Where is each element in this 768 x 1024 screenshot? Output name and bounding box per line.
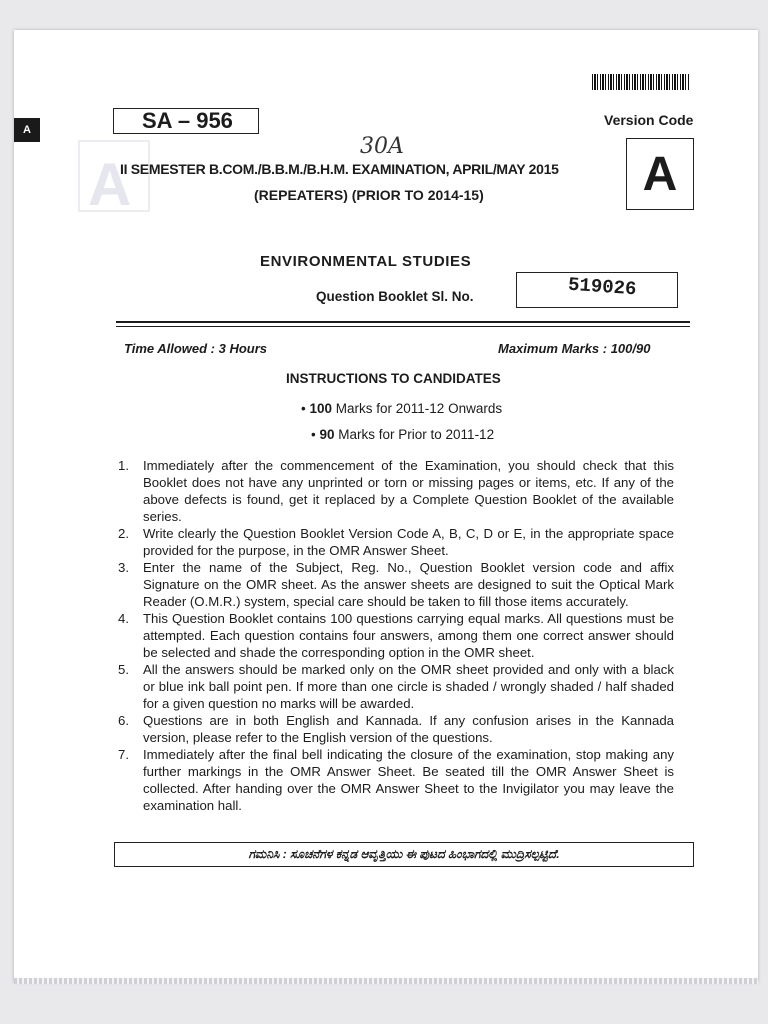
- serial-number-value: 519026: [567, 273, 638, 301]
- bullet-icon: •: [301, 401, 310, 416]
- instructions-heading: INSTRUCTIONS TO CANDIDATES: [286, 371, 501, 386]
- instruction-text: Enter the name of the Subject, Reg. No., Question Booklet version code and affix Signature on the OMR sheet. As the answer sheets are designed to suit the Optical Mark Reader (O.M.R.) system, special care should be taken to fill those items accurately.: [143, 560, 674, 609]
- marks-note: [311, 427, 494, 442]
- bullet-icon: •: [311, 427, 320, 442]
- instruction-text: This Question Booklet contains 100 questions carrying equal marks. All questions must be attempted. Each question contains four answers, among them one correct answer should be selected and shade the corresponding option in the OMR sheet.: [143, 611, 674, 660]
- instruction-text: Write clearly the Question Booklet Version Code A, B, C, D or E, in the appropriate space provided for the purpose, in the OMR Answer Sheet.: [143, 526, 674, 558]
- divider-rule-top: [116, 321, 690, 323]
- serial-number-label: Question Booklet Sl. No.: [316, 289, 474, 304]
- instruction-item: [118, 712, 674, 746]
- instruction-number: 7.: [118, 747, 129, 762]
- instructions-list: [118, 457, 674, 814]
- barcode: [592, 74, 690, 90]
- instruction-item: [118, 457, 674, 525]
- handwritten-note: 30A: [360, 134, 404, 159]
- kannada-note: ಗಮನಿಸಿ : ಸೂಚನೆಗಳ ಕನ್ನಡ ಆವೃತ್ತಿಯು ಈ ಪುಟದ ಹಿಂಭಾಗದಲ್ಲಿ ಮುದ್ರಿಸಲ್ಪಟ್ಟಿದೆ.: [114, 842, 694, 867]
- maximum-marks: Maximum Marks : 100/90: [498, 341, 651, 356]
- instruction-number: 5.: [118, 662, 129, 677]
- marks-value: 100: [309, 401, 333, 416]
- version-code-box: A: [626, 138, 694, 210]
- exam-title: II SEMESTER B.COM./B.B.M./B.H.M. EXAMINATION, APRIL/MAY 2015: [120, 161, 559, 177]
- marks-text: Marks for 2011-12 Onwards: [332, 401, 503, 416]
- instruction-number: 2.: [118, 526, 129, 541]
- paper-code: SA – 956: [113, 108, 259, 134]
- instruction-text: Immediately after the commencement of the Examination, you should check that this Booklet does not have any unprinted or torn or missing pages or items, etc. If any of the above defects is found, get it replaced by a Complete Question Booklet of the available series.: [143, 458, 674, 524]
- marks-note: [301, 401, 502, 416]
- instruction-number: 4.: [118, 611, 129, 626]
- marks-text: Marks for Prior to 2011-12: [334, 427, 495, 442]
- instruction-text: Immediately after the final bell indicating the closure of the examination, stop making any further markings in the OMR Answer Sheet. Be seated till the OMR Answer Sheet is collected. After handing over the OMR Answer Sheet to the Invigilator you may leave the examination hall.: [143, 747, 674, 813]
- marks-value: 90: [319, 427, 335, 442]
- instruction-number: 3.: [118, 560, 129, 575]
- divider-rule-bottom: [116, 326, 690, 327]
- torn-page-edge: [14, 978, 758, 984]
- side-tab-marker: A: [14, 118, 40, 142]
- exam-subtitle: (REPEATERS) (PRIOR TO 2014-15): [254, 187, 484, 203]
- show-through-letter: A: [88, 151, 132, 218]
- instruction-item: [118, 746, 674, 814]
- instruction-item: [118, 610, 674, 661]
- time-allowed: Time Allowed : 3 Hours: [124, 341, 268, 356]
- subject-title: ENVIRONMENTAL STUDIES: [260, 253, 472, 270]
- instruction-text: All the answers should be marked only on the OMR sheet provided and only with a black or blue ink ball point pen. If more than one circle is shaded / wrongly shaded / half shaded for a given question no marks will be awarded.: [143, 662, 674, 711]
- instruction-item: [118, 661, 674, 712]
- instruction-text: Questions are in both English and Kannada. If any confusion arises in the Kannada version, please refer to the English version of the questions.: [143, 713, 674, 745]
- instruction-item: [118, 559, 674, 610]
- instruction-number: 1.: [118, 458, 129, 473]
- version-code-label: Version Code: [604, 112, 694, 128]
- instruction-number: 6.: [118, 713, 129, 728]
- instruction-item: [118, 525, 674, 559]
